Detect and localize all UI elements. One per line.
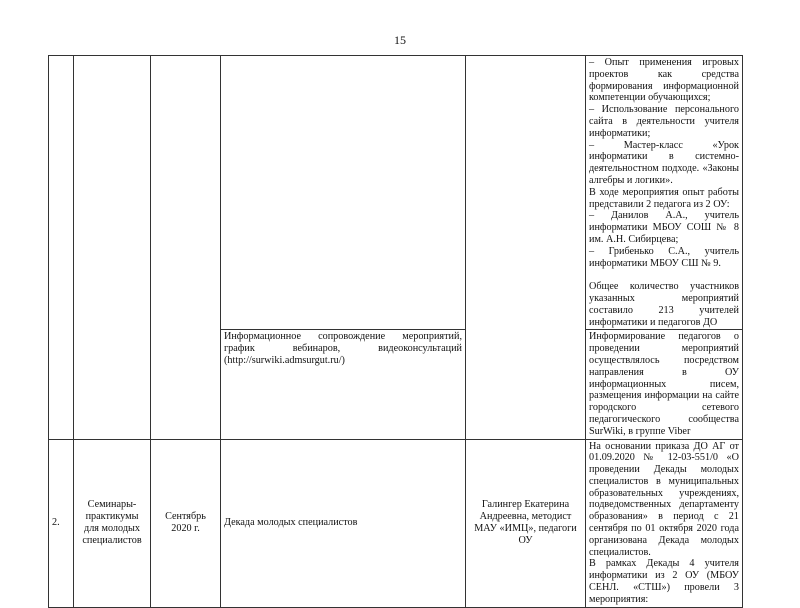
table-row (49, 439, 743, 607)
result-line: В ходе мероприятия опыт работы представили 2 педагога из 2 ОУ: (589, 186, 739, 210)
result-line: – Данилов А.А., учитель информатики МБОУ СОШ № 8 им. А.Н. Сибирцева; (589, 210, 739, 245)
row1-date-cell (151, 56, 221, 440)
result-line: – Мастер-класс «Урок информатики в системно-деятельностном подходе. «Законы алгебры и логики». (589, 139, 739, 186)
row2-responsible-cell: Галингер Екатерина Андреевна, методист МАУ «ИМЦ», педагоги ОУ (466, 439, 586, 607)
activity-table (48, 55, 743, 608)
result-line: – Опыт применения игровых проектов как средства формирования информационной компетенции обучающихся; (589, 57, 739, 104)
row1-form-cell (74, 56, 151, 440)
row2-form-cell: Семинары-практикумы для молодых специалистов (74, 439, 151, 607)
row1-activity-cell (221, 56, 466, 330)
result-line: – Использование персонального сайта в деятельности учителя информатики; (589, 104, 739, 139)
row1-result-cell (586, 56, 743, 330)
result-line: – Грибенько С.А., учитель информатики МБОУ СШ № 9. (589, 245, 739, 269)
row2-number-cell: 2. (49, 439, 74, 607)
row2-activity-cell: Декада молодых специалистов (221, 439, 466, 607)
row1-result-info-cell: Информирование педагогов о проведении мероприятий осуществлялось посредством направления в ОУ информационных писем, размещения информации на сайте городского сетевого педагогического сообщества SurWiki, в группе Viber (586, 330, 743, 439)
row1-activity-info-cell: Информационное сопровождение мероприятий, график вебинаров, видеоконсультаций (http://surwiki.admsurgut.ru/) (221, 330, 466, 439)
row2-date-cell: Сентябрь 2020 г. (151, 439, 221, 607)
row2-result-cell (586, 439, 743, 607)
row1-number-cell (49, 56, 74, 440)
page-number: 15 (394, 33, 406, 47)
result-line: В рамках Декады 4 учителя информатики из 2 ОУ (МБОУ СЕНЛ. «СТШ») провели 3 мероприятия: (589, 558, 739, 605)
result-line: Общее количество участников указанных мероприятий составило 213 учителей информатики и педагогов ДО (589, 281, 739, 328)
result-line (589, 269, 739, 281)
result-line: На основании приказа ДО АГ от 01.09.2020 № 12-03-551/0 «О проведении Декады молодых специалистов в муниципальных образовательных учреждениях, подведомственных департаменту образования» в период с 21 сентября по 01 октября 2020 года организована Декада молодых специалистов. (589, 440, 739, 558)
row1-responsible-cell (466, 56, 586, 440)
table-row (49, 56, 743, 330)
